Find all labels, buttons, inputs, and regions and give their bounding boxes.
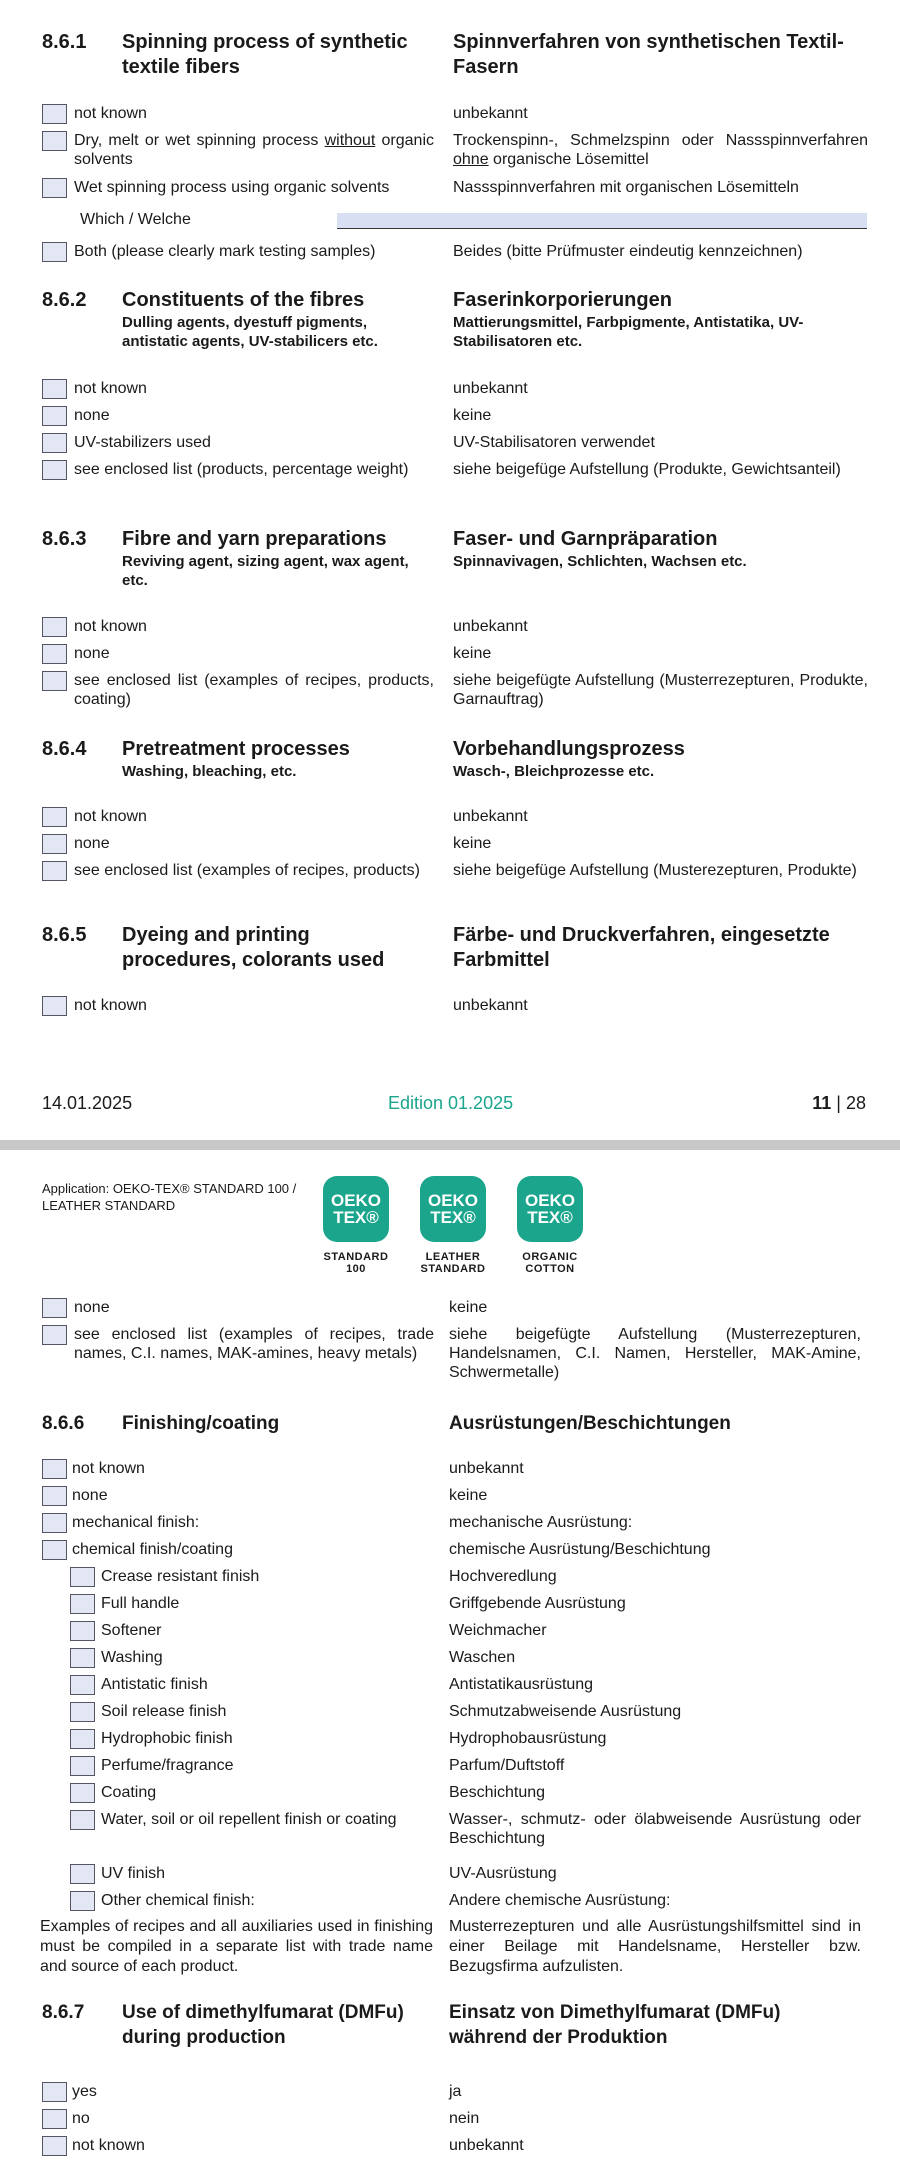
section-number: 8.6.2 [42,289,87,311]
checkbox-not-known[interactable] [42,807,67,827]
checkbox-crease-resistant[interactable] [70,1567,95,1587]
checkbox-full-handle[interactable] [70,1594,95,1614]
checkbox-both[interactable] [42,242,67,262]
option-label-de: Trockenspinn-, Schmelzspinn oder Nassspinnverfahren ohne organische Lösemittel [453,132,868,168]
section-title-en: Use of dimethylfumarat (DMFu) during production [122,2002,404,2048]
logo-leather-standard: OEKO TEX® LEATHER STANDARD [403,1176,503,1275]
checkbox-none[interactable] [42,1486,67,1506]
checkbox-uv-stabilizers[interactable] [42,433,67,453]
option-label-en: none [72,1487,108,1504]
finishing-note-en: Examples of recipes and all auxiliaries used in finishing must be compiled in a separate list with trade name and source of each product. [40,1918,433,1975]
checkbox-none[interactable] [42,834,67,854]
section-subtitle-de: Mattierungsmittel, Farbpigmente, Antistatika, UV-Stabilisatoren etc. [453,314,804,350]
option-label-en: not known [74,997,147,1014]
option-label-en: Antistatic finish [101,1676,208,1693]
checkbox-not-known[interactable] [42,617,67,637]
checkbox-washing[interactable] [70,1648,95,1668]
section-number: 8.6.5 [42,924,87,946]
option-label-de: unbekannt [453,380,528,397]
option-label-en: not known [74,618,147,635]
option-label-de: Waschen [449,1649,516,1666]
checkbox-mechanical-finish[interactable] [42,1513,67,1533]
option-label-de: mechanische Ausrüstung: [449,1514,633,1531]
option-label-de: chemische Ausrüstung/Beschichtung [449,1541,711,1558]
section-title-de: Färbe- und Druckverfahren, eingesetzte Farbmittel [453,924,830,971]
section-title-en: Finishing/coating [122,1413,280,1434]
checkbox-not-known[interactable] [42,379,67,399]
option-label-de: Weichmacher [449,1622,547,1639]
section-title-de: Einsatz von Dimethylfumarat (DMFu) während der Produktion [449,2002,781,2048]
section-title-de: Spinnverfahren von synthetischen Textil-Fasern [453,31,844,78]
footer-edition: Edition 01.2025 [388,1093,514,1113]
option-label-de: unbekannt [453,105,528,122]
option-label-de: UV-Ausrüstung [449,1865,557,1882]
section-subtitle-de: Spinnavivagen, Schlichten, Wachsen etc. [453,553,747,570]
checkbox-repellent[interactable] [70,1810,95,1830]
option-label-en: Crease resistant finish [101,1568,260,1585]
checkbox-softener[interactable] [70,1621,95,1641]
oeko-tex-logo-icon: OEKO TEX® [517,1176,583,1242]
section-title-de: Faser- und Garnpräparation [453,528,718,550]
checkbox-see-enclosed-list[interactable] [42,861,67,881]
option-label-en: see enclosed list (examples of recipes, products, coating) [74,672,434,708]
option-label-en: Coating [101,1784,157,1801]
option-label-de: keine [453,407,492,424]
option-label-de: keine [449,1487,488,1504]
option-label-en: Other chemical finish: [101,1892,255,1909]
option-label-de: keine [453,835,492,852]
option-label-en: not known [72,1460,145,1477]
option-label-de: siehe beigefügte Aufstellung (Musterrezepturen, Produkte, Garnauftrag) [453,672,868,708]
checkbox-soil-release[interactable] [70,1702,95,1722]
option-label-de: Wasser-, schmutz- oder ölabweisende Ausrüstung oder Beschichtung [449,1811,861,1847]
option-label-en: Hydrophobic finish [101,1730,233,1747]
checkbox-no[interactable] [42,2109,67,2129]
option-label-de: Beides (bitte Prüfmuster eindeutig kennzeichnen) [453,243,803,260]
checkbox-see-enclosed-list[interactable] [42,1325,67,1345]
option-label-en: chemical finish/coating [72,1541,233,1558]
section-number: 8.6.3 [42,528,87,550]
option-label-en: none [74,645,110,662]
option-label-en: none [74,1299,110,1316]
checkbox-yes[interactable] [42,2082,67,2102]
application-header: Application: OEKO-TEX® STANDARD 100 / LEATHER STANDARD [42,1181,297,1213]
section-subtitle-de: Wasch-, Bleichprozesse etc. [453,763,655,780]
option-label-en: Full handle [101,1595,180,1612]
option-label-de: Hydrophobausrüstung [449,1730,607,1747]
option-label-de: unbekannt [449,1460,524,1477]
checkbox-see-enclosed-list[interactable] [42,460,67,480]
option-label-en: not known [72,2137,145,2154]
option-label-en: none [74,835,110,852]
checkbox-spinning-without-solvents[interactable] [42,131,67,151]
checkbox-wet-spinning-organic[interactable] [42,178,67,198]
option-label-de: Hochveredlung [449,1568,557,1585]
option-label-en: Water, soil or oil repellent finish or coating [101,1811,397,1828]
option-label-de: Nassspinnverfahren mit organischen Lösemitteln [453,179,799,196]
checkbox-not-known[interactable] [42,1459,67,1479]
option-label-de: Griffgebende Ausrüstung [449,1595,626,1612]
section-title-en: Constituents of the fibres [122,289,365,311]
option-label-de: Beschichtung [449,1784,546,1801]
checkbox-uv-finish[interactable] [70,1864,95,1884]
option-label-en: see enclosed list (products, percentage weight) [74,461,409,478]
option-label-en: not known [74,105,147,122]
option-label-de: siehe beigefüge Aufstellung (Musterezepturen, Produkte) [453,862,857,879]
section-subtitle-en: Reviving agent, sizing agent, wax agent, etc. [122,553,409,589]
oeko-tex-logo-icon: OEKO TEX® [420,1176,486,1242]
logo-standard-100: OEKO TEX® STANDARD 100 [306,1176,406,1275]
option-label-de: siehe beigefügte Aufstellung (Musterrezepturen, Handelsnamen, C.I. Namen, Hersteller, MAK-Amine, Schwermetalle) [449,1326,861,1381]
option-label-de: ja [449,2083,462,2100]
section-title-en: Fibre and yarn preparations [122,528,387,550]
checkbox-none[interactable] [42,644,67,664]
footer-date: 14.01.2025 [42,1093,133,1113]
section-number: 8.6.1 [42,31,87,53]
section-title-en: Dyeing and printing procedures, colorants used [122,924,385,971]
option-label-en: no [72,2110,90,2127]
option-label-de: keine [449,1299,488,1316]
option-label-en: Wet spinning process using organic solvents [74,179,390,196]
section-number: 8.6.7 [42,2002,85,2023]
option-label-de: siehe beigefüge Aufstellung (Produkte, Gewichtsanteil) [453,461,841,478]
finishing-note-de: Musterrezepturen und alle Ausrüstungshilfsmittel sind in einer Beilage mit Handelsname, Hersteller bzw. Bezugsfirma aufzulisten. [449,1918,861,1975]
checkbox-not-known[interactable] [42,2136,67,2156]
option-label-en: not known [74,808,147,825]
option-label-en: Washing [101,1649,163,1666]
option-label-en: Both (please clearly mark testing samples) [74,243,376,260]
section-title-de: Ausrüstungen/Beschichtungen [449,1413,731,1434]
option-label-en: see enclosed list (examples of recipes, trade names, C.I. names, MAK-amines, heavy metals) [74,1326,434,1362]
checkbox-see-enclosed-list[interactable] [42,671,67,691]
option-label-en: none [74,407,110,424]
option-label-de: unbekannt [453,997,528,1014]
option-label-de: nein [449,2110,480,2127]
option-label-en: Softener [101,1622,162,1639]
checkbox-not-known[interactable] [42,104,67,124]
checkbox-chemical-finish[interactable] [42,1540,67,1560]
option-label-en: see enclosed list (examples of recipes, products) [74,862,420,879]
option-label-en: mechanical finish: [72,1514,200,1531]
option-label-de: Antistatikausrüstung [449,1676,594,1693]
option-label-de: UV-Stabilisatoren verwendet [453,434,655,451]
section-title-en: Pretreatment processes [122,738,350,760]
checkbox-coating[interactable] [70,1783,95,1803]
checkbox-none[interactable] [42,406,67,426]
option-label-en: yes [72,2083,97,2100]
checkbox-other-chemical[interactable] [70,1891,95,1911]
which-input[interactable] [337,213,867,229]
option-label-en: UV-stabilizers used [74,434,211,451]
section-subtitle-en: Washing, bleaching, etc. [122,763,297,780]
option-label-de: unbekannt [449,2137,524,2154]
page-12 [0,1150,900,2169]
option-label-en: Perfume/fragrance [101,1757,234,1774]
option-label-en: Dry, melt or wet spinning process without organic solvents [74,132,434,168]
option-label-de: unbekannt [453,808,528,825]
which-label: Which / Welche [80,211,191,228]
option-label-en: Soil release finish [101,1703,227,1720]
section-title-en: Spinning process of synthetic textile fibers [122,31,408,78]
section-number: 8.6.4 [42,738,87,760]
section-title-de: Vorbehandlungsprozess [453,738,685,760]
oeko-tex-logo-icon: OEKO TEX® [323,1176,389,1242]
footer-page-number: 11 | 28 [812,1093,866,1113]
section-title-de: Faserinkorporierungen [453,289,672,311]
option-label-de: unbekannt [453,618,528,635]
option-label-de: keine [453,645,492,662]
checkbox-antistatic[interactable] [70,1675,95,1695]
option-label-de: Parfum/Duftstoff [449,1757,565,1774]
option-label-en: not known [74,380,147,397]
checkbox-hydrophobic[interactable] [70,1729,95,1749]
checkbox-not-known[interactable] [42,996,67,1016]
option-label-en: UV finish [101,1865,166,1882]
option-label-de: Schmutzabweisende Ausrüstung [449,1703,682,1720]
page-divider [0,1140,900,1150]
section-subtitle-en: Dulling agents, dyestuff pigments, antistatic agents, UV-stabilicers etc. [122,314,378,350]
section-number: 8.6.6 [42,1413,85,1434]
logo-organic-cotton: OEKO TEX® ORGANIC COTTON [500,1176,600,1275]
checkbox-perfume[interactable] [70,1756,95,1776]
checkbox-none[interactable] [42,1298,67,1318]
option-label-de: Andere chemische Ausrüstung: [449,1892,671,1909]
